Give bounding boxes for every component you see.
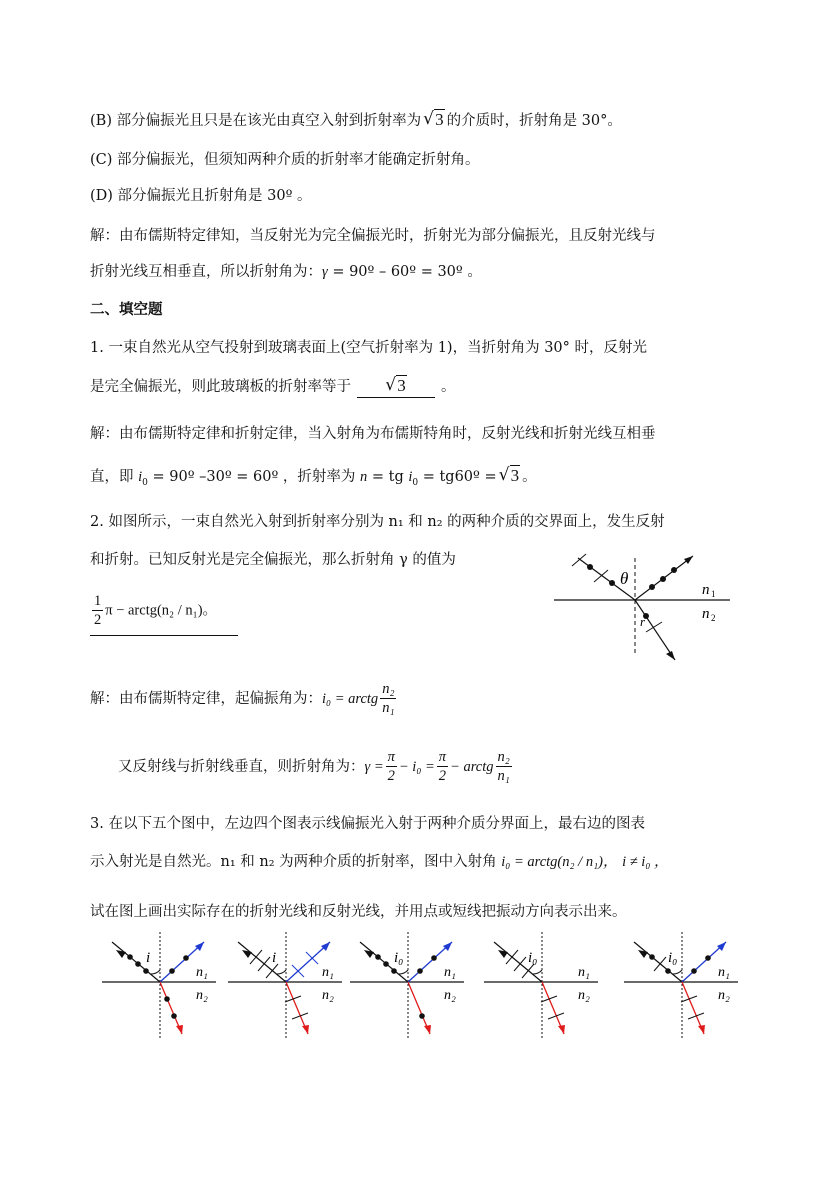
question-1-solution-2: 直，即 $i_0$ = 90º –30º = 60º ，折射率为 n = tg $i_0$ = tg60º =√ 3 。 [90,466,537,493]
answer-blank: √ 3 [357,376,435,398]
polarization-dot [419,1013,425,1019]
incident-ray [238,942,286,982]
polarization-dot [143,968,149,974]
brewster-figure [550,548,740,668]
svg-text:n: n [702,606,710,622]
incident-arrow [364,950,374,958]
option-b [90,110,622,131]
polarization-dot [164,996,170,1002]
question-2-line2: 和折射。已知反射光是完全偏振光，那么折射角 γ 的值为 [90,552,456,568]
polarization-dot [171,1013,177,1019]
angle-label: i [272,950,277,966]
polarization-dot [691,968,697,974]
n1-label: n₁ [196,965,208,980]
question-1-solution: 解：由布儒斯特定律和折射定律，当入射角为布儒斯特角时，反射光线和折射光线互相垂 [90,426,656,442]
question-1: 1. 一束自然光从空气投射到玻璃表面上(空气折射率为 1)，当折射角为 30° 时，反射光 [90,340,648,356]
question-3-line2: 示入射光是自然光。n₁ 和 n₂ 为两种介质的折射率，图中入射角 i₀ = arctg(n₂ / n₁)， i ≠ i₀ ， [90,854,669,870]
angle-arc [399,970,408,974]
polarization-dot [383,961,389,967]
angle-arc [151,970,160,974]
sqrt-symbol: √ 3 [423,110,445,131]
polarization-figure-5[interactable] [622,930,740,1040]
polarization-dot [391,968,397,974]
n2-label: n₂ [444,988,456,1003]
n1-label: n₁ [444,965,456,980]
incident-arrow [242,950,252,958]
polarization-figure-3[interactable] [348,930,466,1040]
n1-label: n₁ [322,965,334,980]
svg-text:1: 1 [711,589,716,599]
incident-arrow [638,950,648,958]
solution-line: 折射光线互相垂直，所以折射角为：γ = 90º – 60º = 30º 。 [90,264,482,280]
refracted-arrow [424,1025,431,1034]
polarization-dot [183,955,189,961]
n1-label: n₁ [718,965,730,980]
polarization-dot [417,968,423,974]
polarization-figure-2[interactable] [226,930,344,1040]
polarization-dot [665,968,671,974]
angle-label: i [146,950,151,966]
option-d: (D) 部分偏振光且折射角是 30º 。 [90,188,312,204]
svg-text:n: n [702,582,710,598]
polarization-dot [375,954,381,960]
n2-label: n₂ [578,988,590,1003]
polarization-dot [705,955,711,961]
polarization-dot [649,954,655,960]
n2-label: n₂ [322,988,334,1003]
polarization-dot [431,955,437,961]
incident-ray [112,942,160,982]
n2-label: n₂ [718,988,730,1003]
polarization-bar [654,957,666,971]
solution-line: 解：由布儒斯特定律知，当反射光为完全偏振光时，折射光为部分偏振光，且反射光线与 [90,228,656,244]
question-2-solution-2: 又反射线与折射线垂直，则折射角为： γ = $\frac{\pi}{2}$ − i₀ = $\frac{\pi}{2}$ − arctg $\frac{\text{n₂}}{\text{n₁}}$ [118,749,510,784]
n1-label: n₁ [578,965,590,980]
n2-label: n₂ [196,988,208,1003]
option-c: (C) 部分偏振光，但须知两种介质的折射率才能确定折射角。 [90,152,480,168]
polarization-dot [135,961,141,967]
angle-label: i₀ [394,950,404,966]
refracted-arrow [698,1025,705,1034]
refracted-arrow [558,1025,565,1034]
section-title: 二、填空题 [90,302,163,318]
angle-arc [533,970,542,974]
option-b-text: (B) 部分偏振光且只是在该光由真空入射到折射率为 [90,113,422,129]
refracted-ray [635,600,675,660]
polarization-figure-1[interactable] [100,930,218,1040]
polarization-dot [169,968,175,974]
svg-text:2: 2 [711,613,716,623]
polarization-bar [258,957,270,971]
polarization-dot [127,954,133,960]
angle-arc [277,970,286,974]
theta-label: θ [620,569,629,588]
refracted-arrow [176,1025,183,1034]
angle-label: i₀ [668,950,678,966]
question-1-line2: 是完全偏振光，则此玻璃板的折射率等于√ 3 。 [90,376,456,398]
question-2: 2. 如图所示，一束自然光入射到折射率分别为 n₁ 和 n₂ 的两种介质的交界面上，发生反射 [90,514,665,530]
angle-arc [673,970,682,974]
refracted-arrow [302,1025,309,1034]
option-b-tail: 的介质时，折射角是 30°。 [446,113,622,129]
polarization-bar [514,957,526,971]
r-label: r [640,614,646,629]
incident-arrow [116,950,126,958]
question-3: 3. 在以下五个图中，左边四个图表示线偏振光入射于两种介质分界面上，最右边的图表 [90,816,645,832]
angle-label: i₀ [528,950,538,966]
question-2-solution: 解：由布儒斯特定律，起偏振角为： i₀ = arctg $\frac{\text{n₂}}{\text{n₁}}$ [90,681,395,716]
incident-arrow [498,950,508,958]
polarization-figure-4[interactable] [482,930,600,1040]
question-2-answer: $\frac{1}{2}$ π − arctg(n₂ / n₁)。 [90,592,238,636]
question-3-line3: 试在图上画出实际存在的折射光线和反射光线，并用点或短线把振动方向表示出来。 [90,904,627,920]
